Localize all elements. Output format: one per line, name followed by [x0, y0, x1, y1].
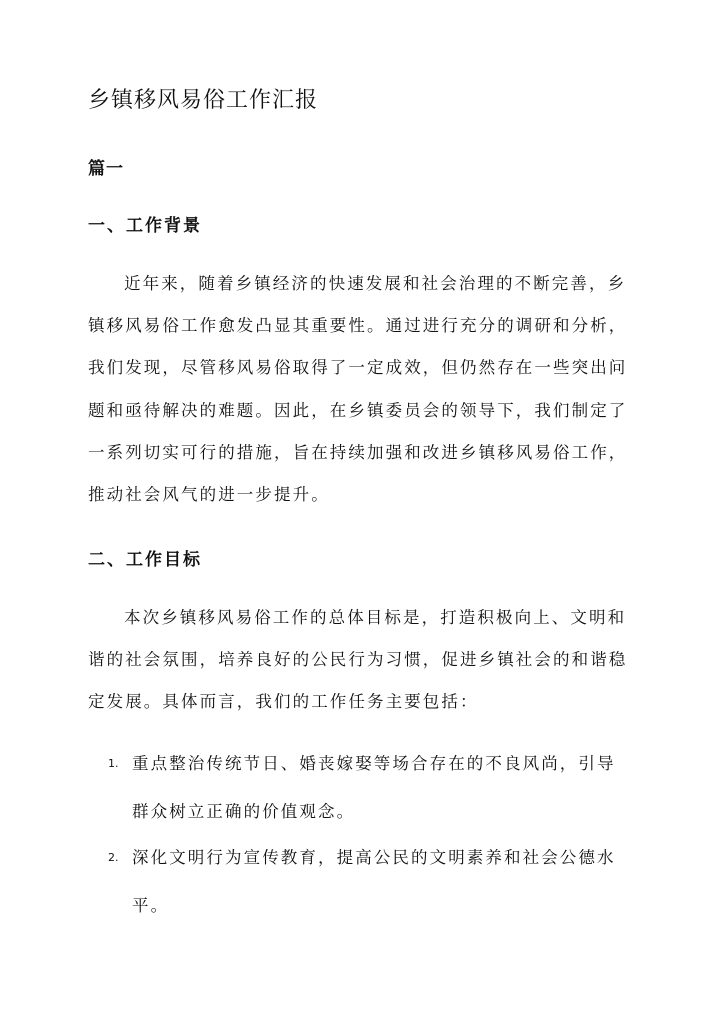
paragraph-line: 近年来，随着乡镇经济的快速发展和社会治理的不断完善，乡: [124, 274, 627, 293]
section-paragraph-background: [88, 263, 632, 516]
list-item-number: 1.: [108, 757, 119, 770]
list-item-text: [132, 743, 616, 839]
document-subtitle: 篇一: [88, 159, 124, 179]
section-paragraph-goals: [88, 597, 632, 724]
document-title: 乡镇移风易俗工作汇报: [88, 88, 319, 113]
paragraph-line: 谐的社会氛围，培养良好的公民行为习惯，促进乡镇社会的和谐稳: [88, 650, 628, 670]
paragraph-line: 题和亟待解决的难题。因此，在乡镇委员会的领导下，我们制定了: [88, 400, 628, 420]
section-heading-goals: 二、工作目标: [88, 550, 202, 570]
paragraph-line: 本次乡镇移风易俗工作的总体目标是，打造积极向上、文明和: [124, 608, 627, 627]
list-item-line: 重点整治传统节日、婚丧嫁娶等场合存在的不良风尚，引导: [132, 754, 616, 773]
list-item-number: 2.: [108, 851, 119, 864]
paragraph-line: 一系列切实可行的措施，旨在持续加强和改进乡镇移风易俗工作，: [88, 442, 628, 462]
list-item-line: 平。: [132, 896, 170, 916]
paragraph-line: 镇移风易俗工作愈发凸显其重要性。通过进行充分的调研和分析，: [88, 316, 628, 336]
section-heading-background: 一、工作背景: [88, 216, 202, 236]
paragraph-line: 我们发现，尽管移风易俗取得了一定成效，但仍然存在一些突出问: [88, 358, 628, 378]
list-item-line: 群众树立正确的价值观念。: [132, 802, 356, 822]
paragraph-line: 定发展。具体而言，我们的工作任务主要包括：: [88, 692, 479, 712]
list-item-text: [132, 837, 616, 933]
paragraph-line: 推动社会风气的进一步提升。: [88, 485, 330, 505]
list-item-line: 深化文明行为宣传教育，提高公民的文明素养和社会公德水: [132, 848, 616, 867]
